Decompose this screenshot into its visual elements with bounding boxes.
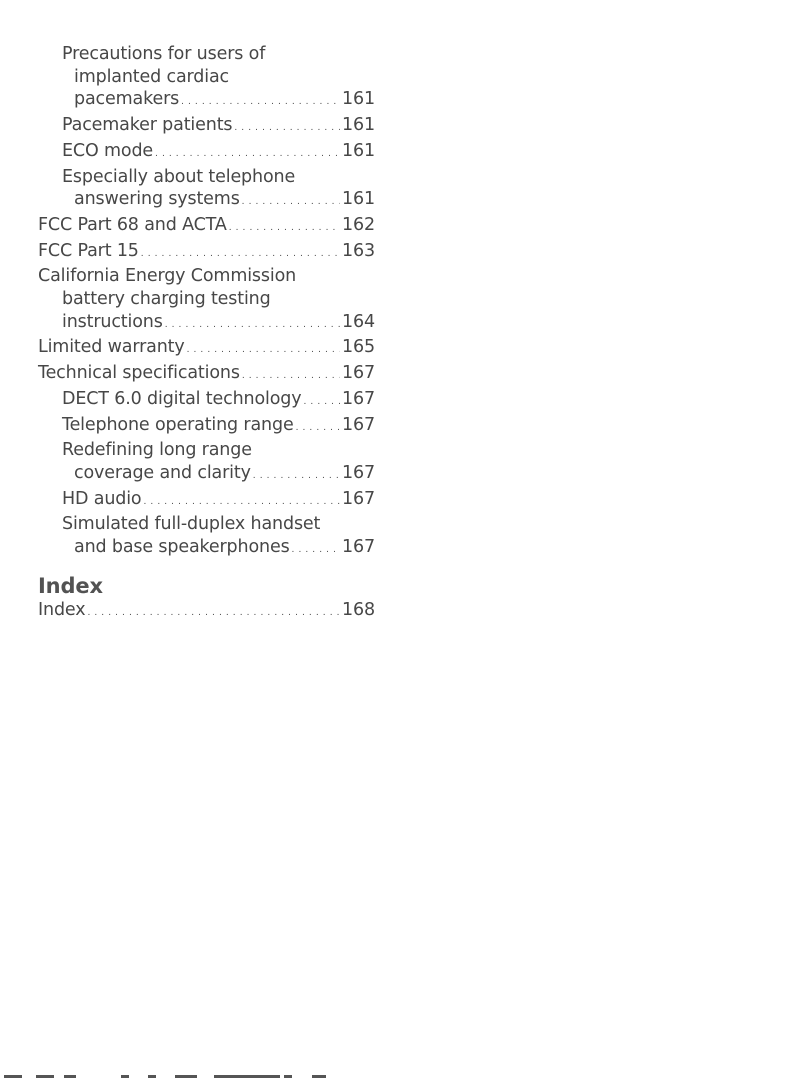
dot-leader	[144, 491, 341, 514]
toc-page-number: 161	[342, 115, 375, 136]
toc-entry-title: and base speakerphones	[74, 537, 290, 558]
dot-leader	[303, 391, 340, 414]
toc-entry-title: FCC Part 15	[38, 240, 139, 261]
toc-entry[interactable]	[38, 166, 375, 214]
toc-entry-title: instructions	[62, 311, 163, 332]
toc-page-number: 165	[342, 337, 375, 358]
toc-entry-title: coverage and clarity	[74, 462, 251, 483]
toc-entry[interactable]	[38, 388, 375, 414]
dot-leader	[165, 314, 340, 337]
toc-entry-title: implanted cardiac	[74, 66, 229, 87]
toc-entry-title: HD audio	[62, 488, 142, 509]
dot-leader	[296, 417, 340, 440]
toc-entry[interactable]	[38, 599, 375, 625]
toc-entry[interactable]	[38, 362, 375, 388]
toc-entry[interactable]	[38, 114, 375, 140]
toc-entry-title: Technical specifications	[38, 363, 240, 384]
toc-entry[interactable]	[38, 414, 375, 440]
toc-page-number: 167	[342, 537, 375, 558]
dot-leader	[292, 539, 341, 562]
toc-entry[interactable]	[38, 513, 375, 561]
toc-entry-title: DECT 6.0 digital technology	[62, 388, 302, 409]
toc-page-number: 167	[342, 488, 375, 509]
toc-entry[interactable]	[38, 240, 375, 266]
section-heading-index: Index	[38, 573, 103, 598]
toc-entry[interactable]	[38, 439, 375, 487]
toc-page-number: 161	[342, 140, 375, 161]
dot-leader	[141, 243, 340, 266]
toc-entry[interactable]	[38, 214, 375, 240]
toc-entry[interactable]	[38, 265, 375, 336]
toc-entry-title: ECO mode	[62, 140, 154, 161]
toc-entry-title: California Energy Commission	[38, 266, 297, 287]
dot-leader	[87, 602, 340, 625]
toc-page-number: 167	[342, 388, 375, 409]
toc-entry-title: Limited warranty	[38, 337, 185, 358]
dot-leader	[187, 339, 340, 362]
toc-page-number: 167	[342, 363, 375, 384]
table-of-contents	[38, 43, 375, 624]
toc-entry-title: FCC Part 68 and ACTA	[38, 214, 227, 235]
toc-entry-title: Redefining long range	[62, 440, 252, 461]
toc-entry-title: Pacemaker patients	[62, 115, 233, 136]
toc-page-number: 167	[342, 462, 375, 483]
index-entry-list	[38, 599, 375, 625]
dot-leader	[229, 217, 340, 240]
dot-leader	[242, 365, 340, 388]
toc-entry-title: Telephone operating range	[62, 414, 294, 435]
toc-page-number: 168	[342, 599, 375, 620]
toc-entry-title: Especially about telephone	[62, 166, 296, 187]
toc-page-number: 164	[342, 311, 375, 332]
toc-page-number: 161	[342, 189, 375, 210]
toc-page-number: 161	[342, 89, 375, 110]
toc-entry-title: pacemakers	[74, 89, 180, 110]
toc-entry[interactable]	[38, 140, 375, 166]
toc-entry-title: Simulated full-duplex handset	[62, 514, 321, 535]
toc-entry-title: Index	[38, 599, 86, 620]
toc-entry[interactable]	[38, 336, 375, 362]
toc-entry-title: answering systems	[74, 189, 240, 210]
toc-entry-title: battery charging testing	[62, 289, 271, 310]
dot-leader	[155, 143, 340, 166]
toc-entry-title: Precautions for users of	[62, 44, 266, 64]
dot-leader	[234, 117, 340, 140]
dot-leader	[253, 465, 340, 488]
toc-entry[interactable]	[38, 488, 375, 514]
toc-page-number: 167	[342, 414, 375, 435]
toc-entry-list	[38, 43, 375, 562]
toc-page-number: 162	[342, 214, 375, 235]
dot-leader	[181, 91, 340, 114]
toc-entry[interactable]	[38, 43, 375, 114]
toc-page-number: 163	[342, 240, 375, 261]
dot-leader	[242, 191, 340, 214]
